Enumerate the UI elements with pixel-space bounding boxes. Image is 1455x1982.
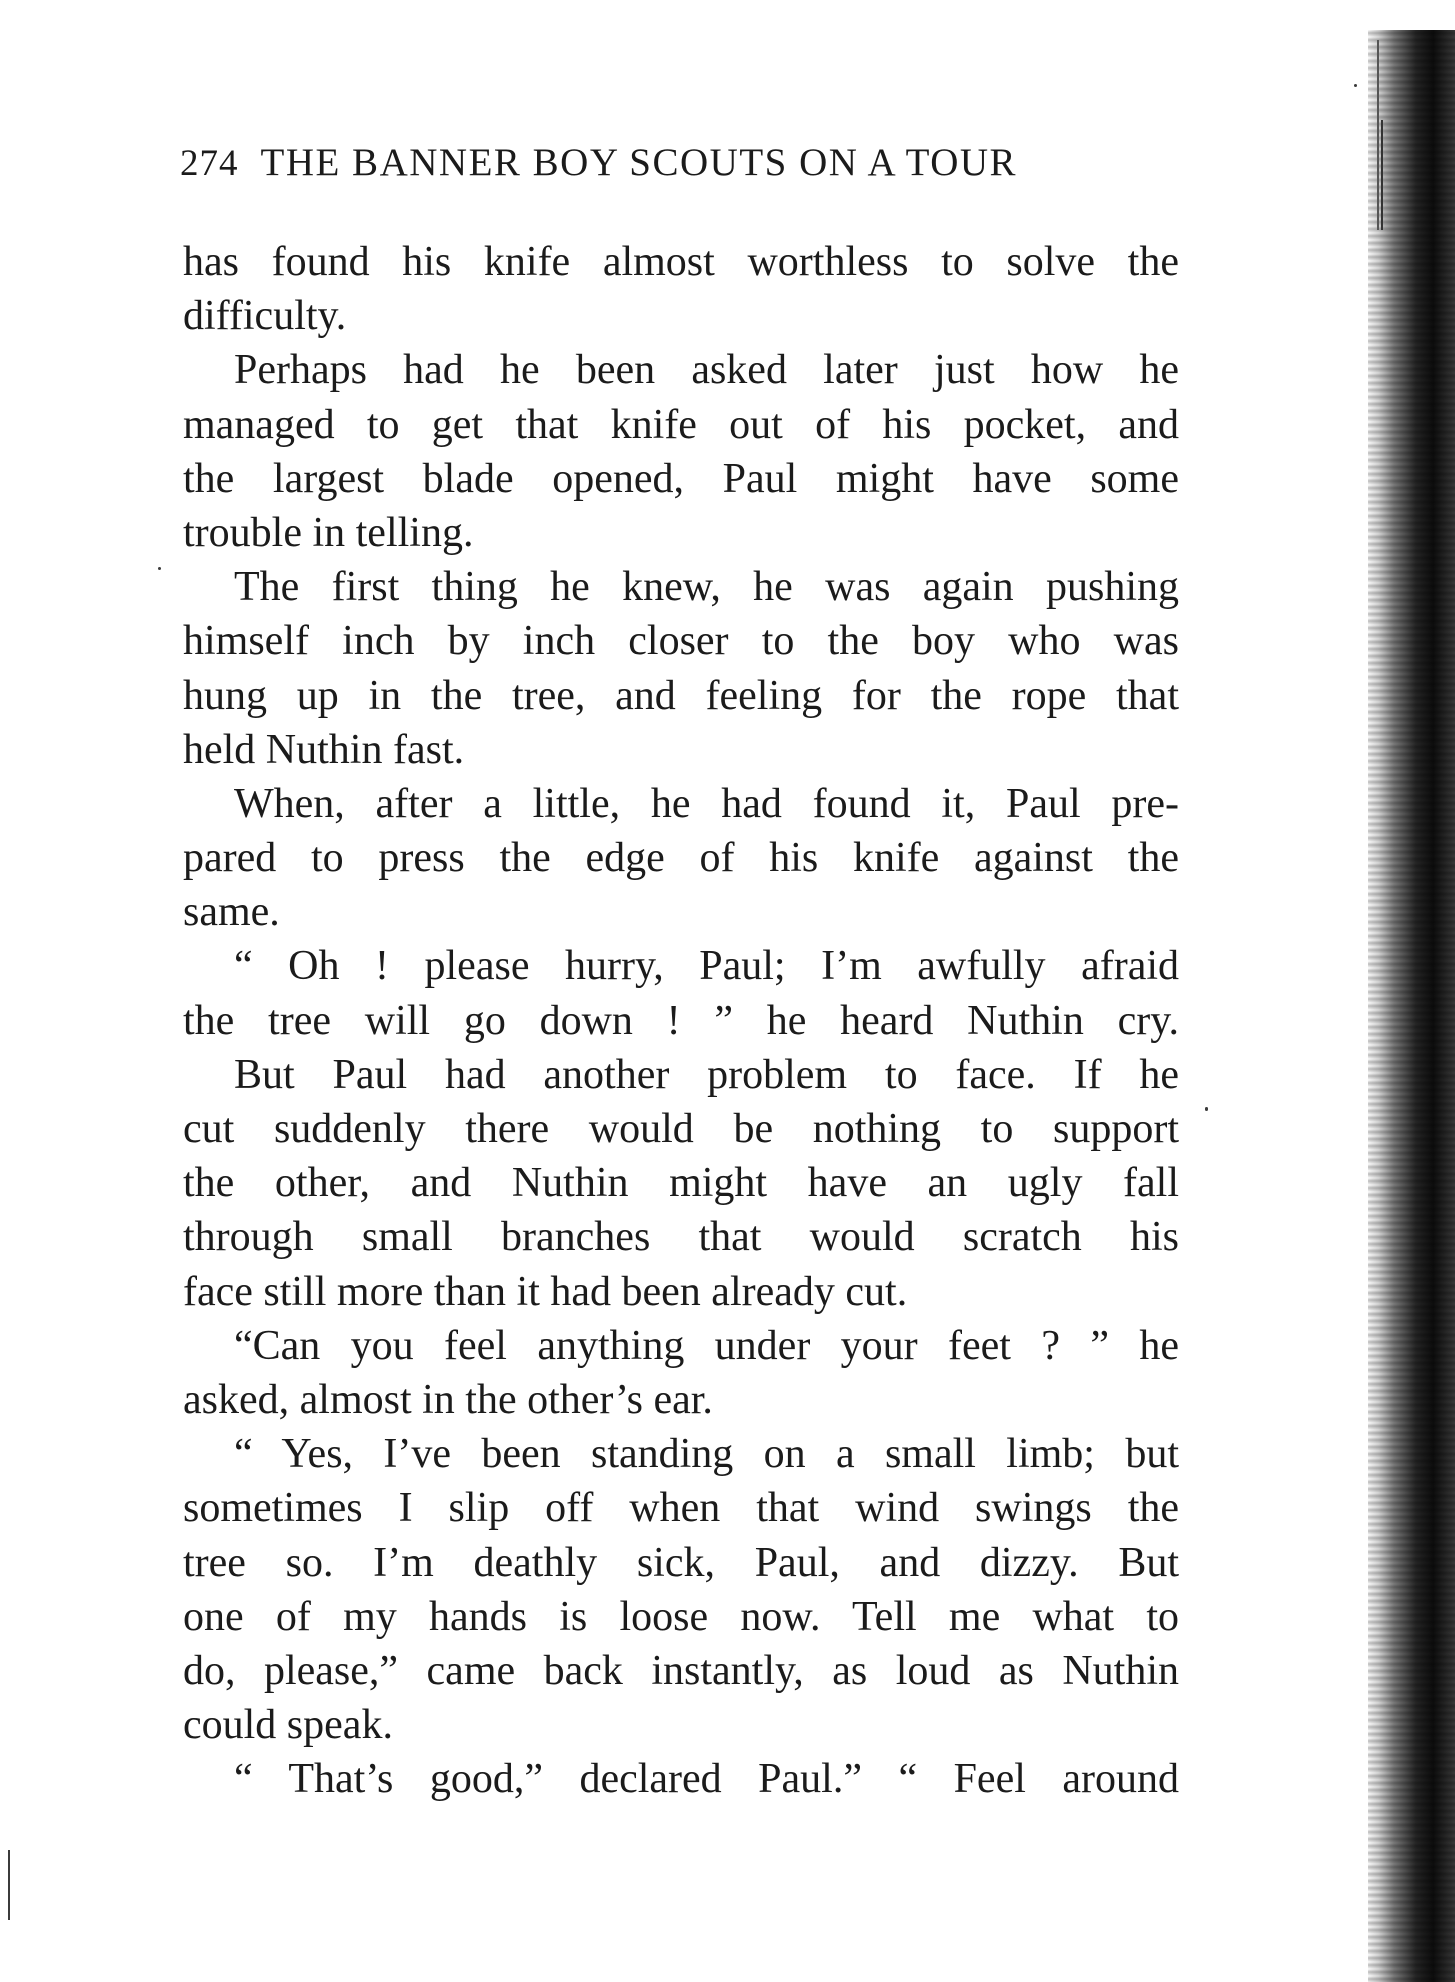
scan-edge-mark: [8, 1850, 10, 1920]
scan-dust-speck: [1354, 84, 1357, 87]
text-line: hung up in the tree, and feeling for the rope that: [183, 672, 1179, 719]
text-line: do, please,” came back instantly, as loud as Nuthin: [183, 1647, 1179, 1694]
text-line: Perhaps had he been asked later just how he: [234, 347, 1179, 394]
text-line: through small branches that would scratch his: [183, 1214, 1179, 1261]
page-number: 274: [180, 143, 239, 184]
text-line: But Paul had another problem to face. If he: [234, 1051, 1179, 1098]
text-line: same.: [183, 889, 280, 936]
text-line: has found his knife almost worthless to solve the: [183, 239, 1179, 285]
text-line: the other, and Nuthin might have an ugly fall: [183, 1160, 1179, 1207]
text-line: face still more than it had been already cut.: [183, 1268, 908, 1315]
text-line: sometimes I slip off when that wind swings the: [183, 1485, 1179, 1532]
text-line: “ That’s good,” declared Paul.” “ Feel around: [234, 1756, 1179, 1803]
text-line: The first thing he knew, he was again pushing: [234, 564, 1179, 611]
text-line: the largest blade opened, Paul might have some: [183, 455, 1179, 502]
text-line: “ Oh ! please hurry, Paul; I’m awfully afraid: [234, 943, 1179, 990]
text-line: “ Yes, I’ve been standing on a small limb; but: [234, 1431, 1179, 1478]
text-line: pared to press the edge of his knife against the: [183, 835, 1179, 882]
text-line: When, after a little, he had found it, Paul pre-: [234, 780, 1179, 827]
scan-dust-speck: [158, 567, 161, 570]
text-line: one of my hands is loose now. Tell me what to: [183, 1593, 1179, 1640]
text-line: held Nuthin fast.: [183, 726, 465, 773]
binding-gutter-shadow: [1368, 30, 1455, 1982]
book-title: THE BANNER BOY SCOUTS ON A TOUR: [260, 141, 1018, 184]
running-head: [180, 140, 1180, 190]
text-line: tree so. I’m deathly sick, Paul, and dizzy. But: [183, 1539, 1179, 1586]
text-line: difficulty.: [183, 293, 347, 340]
text-line: trouble in telling.: [183, 509, 474, 556]
text-line: could speak.: [183, 1702, 393, 1749]
text-line: “Can you feel anything under your feet ? ” he: [234, 1322, 1179, 1369]
gutter-edge-mark: [1381, 120, 1383, 230]
text-line: managed to get that knife out of his pocket, and: [183, 401, 1179, 448]
text-line: cut suddenly there would be nothing to support: [183, 1106, 1179, 1152]
text-line: the tree will go down ! ” he heard Nuthin cry.: [183, 997, 1179, 1044]
body-text: [183, 235, 1179, 1806]
text-line: asked, almost in the other’s ear.: [183, 1376, 713, 1423]
gutter-edge-mark: [1377, 40, 1379, 230]
scan-dust-speck: [1205, 1107, 1208, 1111]
text-line: himself inch by inch closer to the boy who was: [183, 618, 1179, 665]
